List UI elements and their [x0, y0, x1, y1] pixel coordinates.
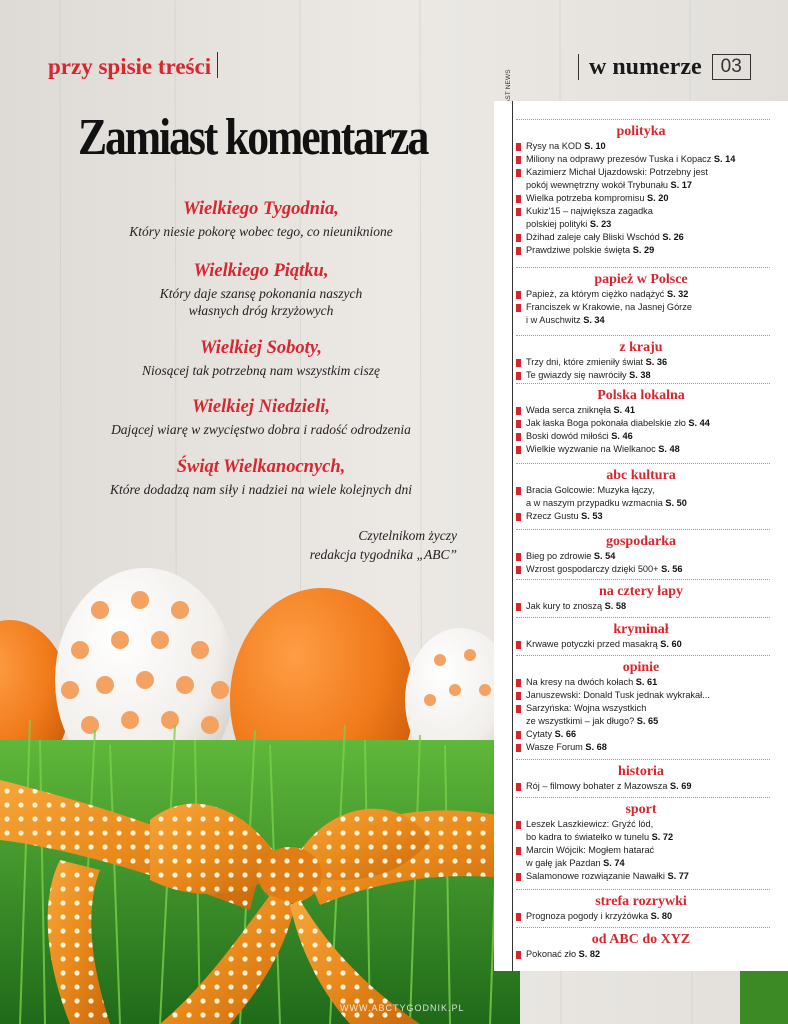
- wish-text: Który daje szansę pokonania naszych własnych dróg krzyżowych: [159, 286, 363, 318]
- bullet-square-icon: [516, 744, 521, 752]
- toc-item-text: Prawdziwe polskie święta S. 29: [526, 245, 655, 255]
- toc-item[interactable]: [516, 356, 766, 369]
- toc-item[interactable]: [516, 205, 766, 231]
- toc-section-title[interactable]: strefa rozrywki: [595, 894, 687, 909]
- toc-page-number: S. 58: [602, 601, 627, 611]
- bullet-square-icon: [516, 446, 521, 454]
- toc-section: [516, 797, 766, 883]
- bullet-square-icon: [516, 234, 521, 242]
- toc-item-text: Prognoza pogody i krzyżówka S. 80: [526, 911, 673, 921]
- toc-item-text: Boski dowód miłości S. 46: [526, 431, 633, 441]
- bullet-square-icon: [516, 566, 521, 574]
- toc-section-title[interactable]: na cztery łapy: [599, 584, 683, 599]
- toc-item-text: Jak kury to znoszą S. 58: [526, 601, 627, 611]
- bullet-square-icon: [516, 143, 521, 151]
- toc-item-text: Cytaty S. 66: [526, 729, 577, 739]
- toc-section-title[interactable]: polityka: [616, 124, 666, 139]
- toc-page-number: S. 38: [626, 370, 651, 380]
- toc-item-text: Bieg po zdrowie S. 54: [526, 551, 616, 561]
- toc-item-text: Leszek Laszkiewicz: Gryźć lód,: [526, 819, 654, 829]
- toc-item-text: Wzrost gospodarczy dzięki 500+ S. 56: [526, 564, 683, 574]
- toc-section-title[interactable]: abc kultura: [606, 468, 676, 483]
- toc-item[interactable]: [516, 417, 766, 430]
- bullet-square-icon: [516, 359, 521, 367]
- toc-item-text: Jak łaska Boga pokonała diabelskie zło S. 44: [526, 418, 710, 428]
- toc-item[interactable]: [516, 910, 766, 923]
- wish-block: [48, 396, 474, 438]
- toc-item[interactable]: [516, 192, 766, 205]
- wish-text: Które dodadzą nam siły i nadziei na wiele kolejnych dni: [109, 482, 413, 497]
- toc-item[interactable]: [516, 550, 766, 563]
- toc-page-number: S. 36: [643, 357, 668, 367]
- toc-item-text: Na kresy na dwóch kołach S. 61: [526, 677, 658, 687]
- toc-item[interactable]: [516, 369, 766, 382]
- bullet-square-icon: [516, 679, 521, 687]
- toc-section: [516, 529, 766, 576]
- bullet-square-icon: [516, 433, 521, 441]
- toc-item[interactable]: [516, 404, 766, 417]
- wish-block: [48, 260, 474, 319]
- bullet-square-icon: [516, 705, 521, 713]
- toc-item-text: Wasze Forum S. 68: [526, 742, 607, 752]
- wish-heading: Wielkiej Soboty,: [200, 338, 322, 358]
- toc-section: [516, 119, 766, 257]
- toc-section: [516, 335, 766, 382]
- header-divider: [578, 54, 579, 80]
- toc-page-number: S. 23: [587, 219, 612, 229]
- bullet-square-icon: [516, 913, 521, 921]
- toc-page-number: S. 14: [711, 154, 736, 164]
- toc-item[interactable]: [516, 818, 766, 844]
- toc-section: [516, 759, 766, 793]
- toc-item[interactable]: [516, 563, 766, 576]
- toc-page-number: S. 65: [634, 716, 659, 726]
- toc-page-number: S. 77: [664, 871, 689, 881]
- toc-page-number: S. 72: [649, 832, 674, 842]
- toc-page-number: S. 68: [582, 742, 607, 752]
- bullet-square-icon: [516, 195, 521, 203]
- toc-page-number: S. 54: [591, 551, 616, 561]
- toc-separator: [516, 759, 770, 760]
- signature-line: Czytelnikom życzy: [358, 528, 457, 543]
- toc-item-text: Krwawe potyczki przed masakrą S. 60: [526, 639, 682, 649]
- toc-section-title[interactable]: Polska lokalna: [597, 388, 685, 403]
- toc-item-text: a w naszym przypadku wzmacnia S. 50: [526, 498, 687, 508]
- toc-separator: [516, 617, 770, 618]
- wish-heading: Świąt Wielkanocnych,: [176, 457, 346, 477]
- toc-item-text: i w Auschwitz S. 34: [526, 315, 605, 325]
- toc-page-number: S. 60: [657, 639, 682, 649]
- toc-item[interactable]: [516, 140, 766, 153]
- toc-item[interactable]: [516, 288, 766, 301]
- toc-item[interactable]: [516, 870, 766, 883]
- toc-item-text: Dżihad zaleje cały Bliski Wschód S. 26: [526, 232, 684, 242]
- toc-item[interactable]: [516, 153, 766, 166]
- bullet-square-icon: [516, 821, 521, 829]
- signature: [310, 526, 457, 564]
- toc-section: [516, 383, 766, 456]
- bullet-square-icon: [516, 291, 521, 299]
- wish-heading: Wielkiego Piątku,: [193, 261, 329, 281]
- toc-section-title[interactable]: z kraju: [619, 340, 663, 355]
- toc-section-title[interactable]: papież w Polsce: [594, 272, 688, 287]
- footer-url: WWW.ABCTYGODNIK.PL: [340, 1003, 465, 1013]
- toc-item-text: Papież, za którym ciężko nadążyć S. 32: [526, 289, 689, 299]
- toc-item-text: Kukiz'15 – największa zagadka: [526, 206, 653, 216]
- wish-text: Niosącej tak potrzebną nam wszystkim ciszę: [141, 363, 381, 378]
- toc-item-text: Bracia Golcowie: Muzyka łączy,: [526, 485, 655, 495]
- toc-item[interactable]: [516, 948, 766, 961]
- bullet-square-icon: [516, 156, 521, 164]
- toc-section: [516, 655, 766, 754]
- bullet-square-icon: [516, 951, 521, 959]
- toc-item[interactable]: [516, 689, 766, 702]
- toc-section: [516, 267, 766, 327]
- toc-divider-line: [512, 101, 513, 971]
- bullet-square-icon: [516, 420, 521, 428]
- section-header-left: [48, 52, 218, 82]
- toc-page-number: S. 26: [659, 232, 684, 242]
- toc-section-title[interactable]: opinie: [622, 660, 660, 675]
- bullet-square-icon: [516, 873, 521, 881]
- toc-page-number: S. 10: [581, 141, 606, 151]
- toc-item-text: Wielkie wyzwanie na Wielkanoc S. 48: [526, 444, 680, 454]
- toc-page-number: S. 46: [608, 431, 633, 441]
- toc-item[interactable]: [516, 676, 766, 689]
- toc-item-text: Te gwiazdy się nawróciły S. 38: [526, 370, 651, 380]
- toc-item-text: Rój – filmowy bohater z Mazowsza S. 69: [526, 781, 692, 791]
- toc-item[interactable]: [516, 244, 766, 257]
- bullet-square-icon: [516, 553, 521, 561]
- header-right-title: w numerze: [589, 53, 702, 80]
- toc-section: [516, 617, 766, 651]
- toc-separator: [516, 267, 770, 268]
- toc-item-text: polskiej polityki S. 23: [526, 219, 612, 229]
- toc-item[interactable]: [516, 166, 766, 192]
- wish-text: Który niesie pokorę wobec tego, co nieuniknione: [129, 224, 393, 239]
- toc-item-text: Trzy dni, które zmieniły świat S. 36: [526, 357, 668, 367]
- bullet-square-icon: [516, 407, 521, 415]
- toc-item-text: Rzecz Gustu S. 53: [526, 511, 603, 521]
- toc-section-title[interactable]: historia: [618, 764, 664, 779]
- toc-separator: [516, 579, 770, 580]
- header-left-title: przy spisie treści: [48, 54, 212, 79]
- bullet-square-icon: [516, 783, 521, 791]
- wish-text: Dającej wiarę w zwycięstwo dobra i radość odrodzenia: [111, 422, 411, 437]
- wish-block: [48, 456, 474, 498]
- wish-heading: Wielkiej Niedzieli,: [191, 397, 331, 417]
- toc-item[interactable]: [516, 844, 766, 870]
- toc-item-text: Kazimierz Michał Ujazdowski: Potrzebny jest: [526, 167, 708, 177]
- toc-item[interactable]: [516, 430, 766, 443]
- toc-separator: [516, 927, 770, 928]
- toc-separator: [516, 383, 770, 384]
- toc-item-text: Salamonowe rozwiązanie Nawałki S. 77: [526, 871, 689, 881]
- toc-page-number: S. 53: [578, 511, 603, 521]
- toc-section-title[interactable]: od ABC do XYZ: [591, 932, 691, 947]
- toc-item-text: bo kadra to światełko w tunelu S. 72: [526, 832, 674, 842]
- toc-section-title[interactable]: kryminał: [613, 622, 669, 637]
- toc-separator: [516, 119, 770, 120]
- toc-page-number: S. 17: [667, 180, 692, 190]
- wish-heading: Wielkiego Tygodnia,: [183, 199, 339, 219]
- toc-separator: [516, 463, 770, 464]
- bullet-square-icon: [516, 603, 521, 611]
- toc-item-text: Sarzyńska: Wojna wszystkich: [526, 703, 647, 713]
- signature-line: redakcja tygodnika „ABC”: [309, 547, 457, 562]
- bullet-square-icon: [516, 304, 521, 312]
- bullet-square-icon: [516, 372, 521, 380]
- toc-page-number: S. 74: [600, 858, 625, 868]
- toc-section: [516, 927, 766, 961]
- toc-page-number: S. 48: [655, 444, 680, 454]
- bullet-square-icon: [516, 247, 521, 255]
- toc-section-title[interactable]: gospodarka: [605, 534, 677, 549]
- bullet-square-icon: [516, 731, 521, 739]
- toc-item[interactable]: [516, 301, 766, 327]
- bullet-square-icon: [516, 169, 521, 177]
- toc-section: [516, 463, 766, 523]
- toc-item[interactable]: [516, 702, 766, 728]
- toc-page-number: S. 80: [648, 911, 673, 921]
- toc-separator: [516, 797, 770, 798]
- toc-page-number: S. 50: [662, 498, 687, 508]
- wish-block: [48, 198, 474, 240]
- toc-page-number: S. 41: [610, 405, 635, 415]
- toc-page-number: S. 44: [685, 418, 710, 428]
- page-title: Zamiast komentarza: [78, 109, 428, 166]
- toc-page-number: S. 29: [630, 245, 655, 255]
- toc-page-number: S. 82: [576, 949, 601, 959]
- bullet-square-icon: [516, 487, 521, 495]
- toc-item-text: w gałę jak Pazdan S. 74: [526, 858, 625, 868]
- toc-item-text: Pokonać zło S. 82: [526, 949, 601, 959]
- header-divider: [217, 52, 218, 78]
- toc-separator: [516, 335, 770, 336]
- toc-item[interactable]: [516, 231, 766, 244]
- toc-section: [516, 579, 766, 613]
- toc-item-text: Franciszek w Krakowie, na Jasnej Górze: [526, 302, 692, 312]
- toc-item-text: Wada serca zniknęła S. 41: [526, 405, 635, 415]
- toc-page-number: S. 66: [552, 729, 577, 739]
- bullet-square-icon: [516, 847, 521, 855]
- toc-item[interactable]: [516, 780, 766, 793]
- toc-item[interactable]: [516, 728, 766, 741]
- bullet-square-icon: [516, 513, 521, 521]
- toc-item[interactable]: [516, 484, 766, 510]
- toc-item-text: pokój wewnętrzny wokół Trybunału S. 17: [526, 180, 692, 190]
- table-of-contents: [494, 101, 788, 971]
- toc-item-text: ze wszystkimi – jak długo? S. 65: [526, 716, 659, 726]
- toc-item-text: Miliony na odprawy prezesów Tuska i Kopacz S. 14: [526, 154, 736, 164]
- toc-page-number: S. 56: [658, 564, 683, 574]
- toc-separator: [516, 655, 770, 656]
- section-header-right: [578, 52, 751, 82]
- toc-item[interactable]: [516, 600, 766, 613]
- toc-item[interactable]: [516, 638, 766, 651]
- toc-separator: [516, 529, 770, 530]
- bullet-square-icon: [516, 692, 521, 700]
- toc-page-number: S. 32: [664, 289, 689, 299]
- page-number: 03: [712, 54, 751, 80]
- toc-item[interactable]: [516, 741, 766, 754]
- bullet-square-icon: [516, 641, 521, 649]
- toc-section-title[interactable]: sport: [625, 802, 657, 817]
- toc-separator: [516, 889, 770, 890]
- toc-item[interactable]: [516, 443, 766, 456]
- toc-item-text: Marcin Wójcik: Mogłem hatarać: [526, 845, 655, 855]
- toc-item-text: Wielka potrzeba kompromisu S. 20: [526, 193, 669, 203]
- toc-page-number: S. 34: [580, 315, 605, 325]
- toc-item-text: Rysy na KOD S. 10: [526, 141, 606, 151]
- toc-item[interactable]: [516, 510, 766, 523]
- toc-section: [516, 889, 766, 923]
- bullet-square-icon: [516, 208, 521, 216]
- toc-page-number: S. 69: [667, 781, 692, 791]
- toc-page-number: S. 61: [633, 677, 658, 687]
- wish-block: [48, 337, 474, 379]
- toc-item-text: Januszewski: Donald Tusk jednak wykrakał...: [526, 690, 710, 700]
- toc-page-number: S. 20: [644, 193, 669, 203]
